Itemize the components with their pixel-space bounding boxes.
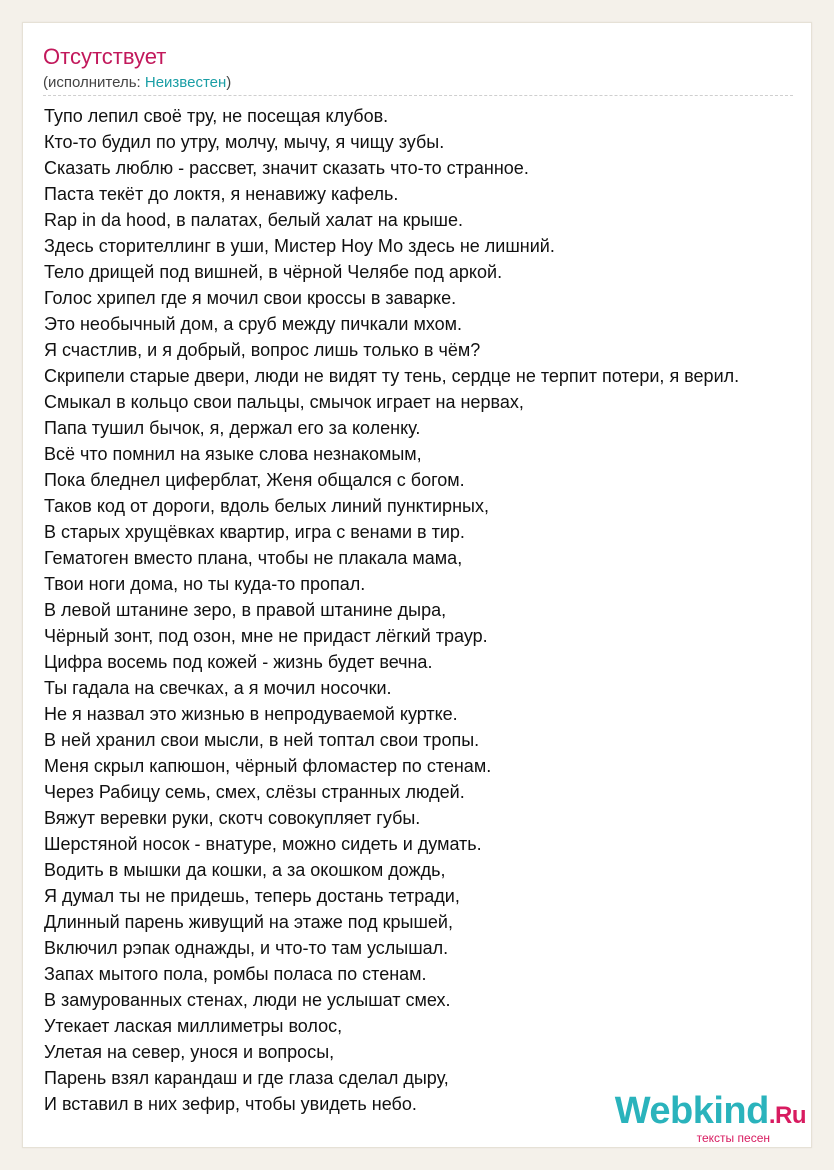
lyric-line: Это необычный дом, а сруб между пичкали мхом. <box>44 314 463 334</box>
lyric-line: В старых хрущёвках квартир, игра с венами в тир. <box>44 522 465 542</box>
lyric-line: Всё что помнил на языке слова незнакомым, <box>44 444 422 464</box>
lyric-line: Чёрный зонт, под озон, мне не придаст лёгкий траур. <box>44 626 488 646</box>
site-logo[interactable] <box>615 1091 806 1144</box>
lyric-line: Голос хрипел где я мочил свои кроссы в заварке. <box>44 288 457 308</box>
lyrics-text <box>44 103 834 1117</box>
lyric-line: Ты гадала на свечках, а я мочил носочки. <box>44 678 392 698</box>
artist-prefix: (исполнитель: <box>43 74 145 91</box>
lyric-line: Шерстяной носок - внатуре, можно сидеть и думать. <box>44 834 482 854</box>
logo-name: Webkind <box>614 1090 769 1132</box>
artist-suffix: ) <box>226 74 232 91</box>
lyric-line: Твои ноги дома, но ты куда-то пропал. <box>44 574 366 594</box>
lyric-line: Включил рэпак однажды, и что-то там услышал. <box>44 938 449 958</box>
lyric-line: Скрипели старые двери, люди не видят ту тень, сердце не терпит потери, я верил. <box>44 366 740 386</box>
lyric-line: Через Рабицу семь, смех, слёзы странных людей. <box>44 782 465 802</box>
lyric-line: Кто-то будил по утру, молчу, мычу, я чищу зубы. <box>44 132 445 152</box>
lyric-line: Гематоген вместо плана, чтобы не плакала мама, <box>44 548 463 568</box>
lyric-line: Папа тушил бычок, я, держал его за коленку. <box>44 418 421 438</box>
logo-domain: .Ru <box>768 1102 806 1129</box>
lyric-line: Улетая на север, унося и вопросы, <box>44 1042 335 1062</box>
lyric-line: Пока бледнел циферблат, Женя общался с богом. <box>44 470 465 490</box>
lyric-line: Цифра восемь под кожей - жизнь будет вечна. <box>44 652 433 672</box>
lyric-line: Таков код от дороги, вдоль белых линий пунктирных, <box>44 496 489 516</box>
artist-line <box>43 73 231 93</box>
lyric-line: Тупо лепил своё тру, не посещая клубов. <box>44 106 389 126</box>
lyric-line: Не я назвал это жизнью в непродуваемой куртке. <box>44 704 458 724</box>
lyric-line: Водить в мышки да кошки, а за окошком дождь, <box>44 860 446 880</box>
lyric-line: Тело дрищей под вишней, в чёрной Челябе под аркой. <box>44 262 503 282</box>
lyric-line: В замурованных стенах, люди не услышат смех. <box>44 990 451 1010</box>
lyric-line: Длинный парень живущий на этаже под крышей, <box>44 912 453 932</box>
title-divider <box>43 95 793 96</box>
lyric-line: Парень взял карандаш и где глаза сделал дыру, <box>44 1068 449 1088</box>
lyric-line: Запах мытого пола, ромбы полаcа по стенам. <box>44 964 427 984</box>
lyrics-card <box>22 22 812 1148</box>
lyric-line: Смыкал в кольцо свои пальцы, смычок играет на нервах, <box>44 392 524 412</box>
lyric-line: Я думал ты не придешь, теперь достань тетради, <box>44 886 460 906</box>
lyric-line: В ней хранил свои мысли, в ней топтал свои тропы. <box>44 730 480 750</box>
lyric-line: Я счастлив, и я добрый, вопрос лишь только в чём? <box>44 340 481 360</box>
lyric-line: Вяжут веревки руки, скотч совокупляет губы. <box>44 808 421 828</box>
lyric-line: Меня скрыл капюшон, чёрный фломастер по стенам. <box>44 756 492 776</box>
lyric-line: Паста текёт до локтя, я ненавижу кафель. <box>44 184 399 204</box>
logo-tagline: тексты песен <box>696 1131 770 1145</box>
lyric-line: Здесь сторителлинг в уши, Мистер Ноу Мо здесь не лишний. <box>44 236 555 256</box>
logo-wordmark <box>615 1091 806 1136</box>
lyric-line: Сказать люблю - рассвет, значит сказать что-то странное. <box>44 158 529 178</box>
song-title: Отсутствует <box>43 44 167 69</box>
lyric-line: И вставил в них зефир, чтобы увидеть небо. <box>44 1094 417 1114</box>
lyric-line: Rap in da hood, в палатах, белый халат на крыше. <box>44 210 464 230</box>
lyric-line: Утекает лаская миллиметры волос, <box>44 1016 343 1036</box>
artist-link[interactable]: Неизвестен <box>144 74 227 91</box>
lyric-line: В левой штанине зеро, в правой штанине дыра, <box>44 600 447 620</box>
